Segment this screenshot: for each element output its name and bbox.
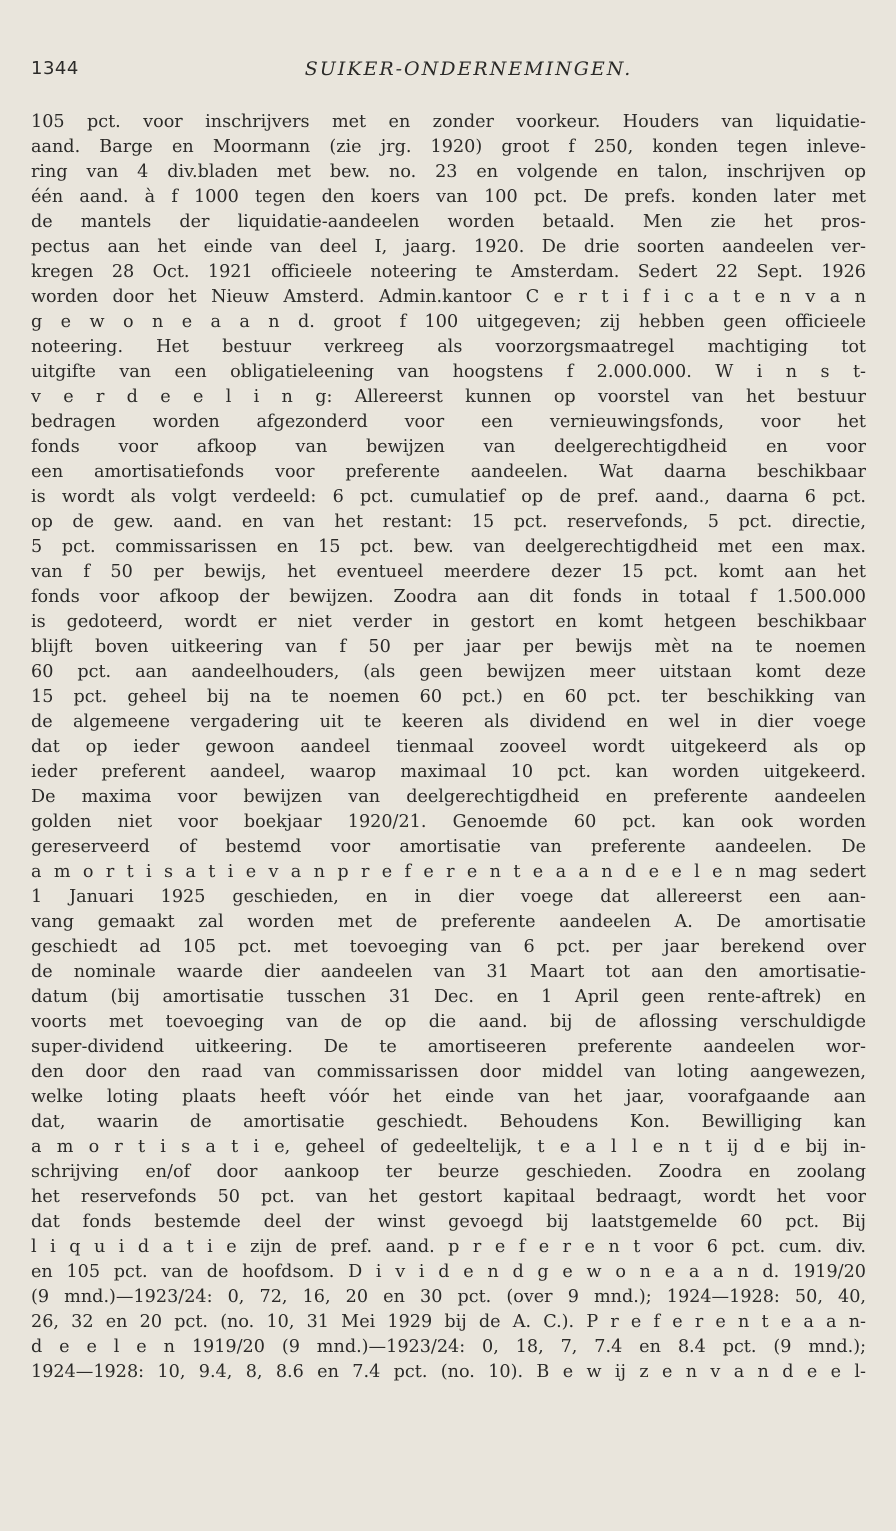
text-line: 26, 32 en 20 pct. (no. 10, 31 Mei 1929 bij de A. C.). P r e f e r e n t e a a n- — [31, 1312, 866, 1332]
text-line: bedragen worden afgezonderd voor een vernieuwingsfonds, voor het — [31, 412, 866, 432]
text-line: 105 pct. voor inschrijvers met en zonder voorkeur. Houders van liquidatie- — [31, 112, 866, 132]
text-line: één aand. à f 1000 tegen den koers van 100 pct. De prefs. konden later met — [31, 187, 866, 207]
text-line: van f 50 per bewijs, het eventueel meerdere dezer 15 pct. komt aan het — [31, 562, 866, 582]
text-line: het reservefonds 50 pct. van het gestort kapitaal bedraagt, wordt het voor — [31, 1187, 866, 1207]
text-line: a m o r t i s a t i e, geheel of gedeeltelijk, t e a l l e n t ij d e bij in- — [31, 1137, 866, 1157]
text-line: 5 pct. commissarissen en 15 pct. bew. van deelgerechtigdheid met een max. — [31, 537, 866, 557]
body-text — [31, 110, 866, 1385]
text-line: de mantels der liquidatie-aandeelen worden betaald. Men zie het pros- — [31, 212, 866, 232]
text-line: ring van 4 div.bladen met bew. no. 23 en volgende en talon, inschrijven op — [31, 162, 866, 182]
text-line: l i q u i d a t i e zijn de pref. aand. p r e f e r e n t voor 6 pct. cum. div. — [31, 1237, 866, 1257]
text-line: dat op ieder gewoon aandeel tienmaal zooveel wordt uitgekeerd als op — [31, 737, 866, 757]
text-line: g e w o n e a a n d. groot f 100 uitgegeven; zij hebben geen officieele — [31, 312, 866, 332]
text-line: op de gew. aand. en van het restant: 15 pct. reservefonds, 5 pct. directie, — [31, 512, 866, 532]
text-line: datum (bij amortisatie tusschen 31 Dec. en 1 April geen rente-aftrek) en — [31, 987, 866, 1007]
text-line: super-dividend uitkeering. De te amortiseeren preferente aandeelen wor- — [31, 1037, 866, 1057]
page-header — [31, 52, 866, 96]
text-line: is wordt als volgt verdeeld: 6 pct. cumulatief op de pref. aand., daarna 6 pct. — [31, 487, 866, 507]
text-line: dat, waarin de amortisatie geschiedt. Behoudens Kon. Bewilliging kan — [31, 1112, 866, 1132]
text-line: ieder preferent aandeel, waarop maximaal 10 pct. kan worden uitgekeerd. — [31, 762, 866, 782]
text-line: 1924—1928: 10, 9.4, 8, 8.6 en 7.4 pct. (no. 10). B e w ij z e n v a n d e e l- — [31, 1362, 866, 1382]
text-line: blijft boven uitkeering van f 50 per jaar per bewijs mèt na te noemen — [31, 637, 866, 657]
text-line: is gedoteerd, wordt er niet verder in gestort en komt hetgeen beschikbaar — [31, 612, 866, 632]
text-line: noteering. Het bestuur verkreeg als voorzorgsmaatregel machtiging tot — [31, 337, 866, 357]
text-line: 60 pct. aan aandeelhouders, (als geen bewijzen meer uitstaan komt deze — [31, 662, 866, 682]
text-line: worden door het Nieuw Amsterd. Admin.kantoor C e r t i f i c a t e n v a n — [31, 287, 866, 307]
text-line: en 105 pct. van de hoofdsom. D i v i d e n d g e w o n e a a n d. 1919/20 — [31, 1262, 866, 1282]
text-line: voorts met toevoeging van de op die aand. bij de aflossing verschuldigde — [31, 1012, 866, 1032]
text-line: fonds voor afkoop der bewijzen. Zoodra aan dit fonds in totaal f 1.500.000 — [31, 587, 866, 607]
text-line: kregen 28 Oct. 1921 officieele noteering te Amsterdam. Sedert 22 Sept. 1926 — [31, 262, 866, 282]
page-number: 1344 — [31, 58, 79, 79]
text-line: fonds voor afkoop van bewijzen van deelgerechtigdheid en voor — [31, 437, 866, 457]
running-title: SUIKER-ONDERNEMINGEN. — [304, 58, 633, 80]
text-line: v e r d e e l i n g: Allereerst kunnen op voorstel van het bestuur — [31, 387, 866, 407]
text-line: d e e l e n 1919/20 (9 mnd.)—1923/24: 0, 18, 7, 7.4 en 8.4 pct. (9 mnd.); — [31, 1337, 866, 1357]
text-line: a m o r t i s a t i e v a n p r e f e r e n t e a a n d e e l e n mag sedert — [31, 862, 866, 882]
text-line: De maxima voor bewijzen van deelgerechtigdheid en preferente aandeelen — [31, 787, 866, 807]
text-line: de nominale waarde dier aandeelen van 31 Maart tot aan den amortisatie- — [31, 962, 866, 982]
text-line: schrijving en/of door aankoop ter beurze geschieden. Zoodra en zoolang — [31, 1162, 866, 1182]
text-line: (9 mnd.)—1923/24: 0, 72, 16, 20 en 30 pct. (over 9 mnd.); 1924—1928: 50, 40, — [31, 1287, 866, 1307]
text-line: de algemeene vergadering uit te keeren als dividend en wel in dier voege — [31, 712, 866, 732]
text-line: geschiedt ad 105 pct. met toevoeging van 6 pct. per jaar berekend over — [31, 937, 866, 957]
text-line: uitgifte van een obligatieleening van hoogstens f 2.000.000. W i n s t- — [31, 362, 866, 382]
text-line: 1 Januari 1925 geschieden, en in dier voege dat allereerst een aan- — [31, 887, 866, 907]
text-line: 15 pct. geheel bij na te noemen 60 pct.) en 60 pct. ter beschikking van — [31, 687, 866, 707]
text-line: dat fonds bestemde deel der winst gevoegd bij laatstgemelde 60 pct. Bij — [31, 1212, 866, 1232]
text-line: den door den raad van commissarissen door middel van loting aangewezen, — [31, 1062, 866, 1082]
text-line: een amortisatiefonds voor preferente aandeelen. Wat daarna beschikbaar — [31, 462, 866, 482]
text-line: golden niet voor boekjaar 1920/21. Genoemde 60 pct. kan ook worden — [31, 812, 866, 832]
text-line: welke loting plaats heeft vóór het einde van het jaar, voorafgaande aan — [31, 1087, 866, 1107]
text-line: gereserveerd of bestemd voor amortisatie van preferente aandeelen. De — [31, 837, 866, 857]
text-line: vang gemaakt zal worden met de preferente aandeelen A. De amortisatie — [31, 912, 866, 932]
text-line: pectus aan het einde van deel I, jaarg. 1920. De drie soorten aandeelen ver- — [31, 237, 866, 257]
text-line: aand. Barge en Moormann (zie jrg. 1920) groot f 250, konden tegen inleve- — [31, 137, 866, 157]
